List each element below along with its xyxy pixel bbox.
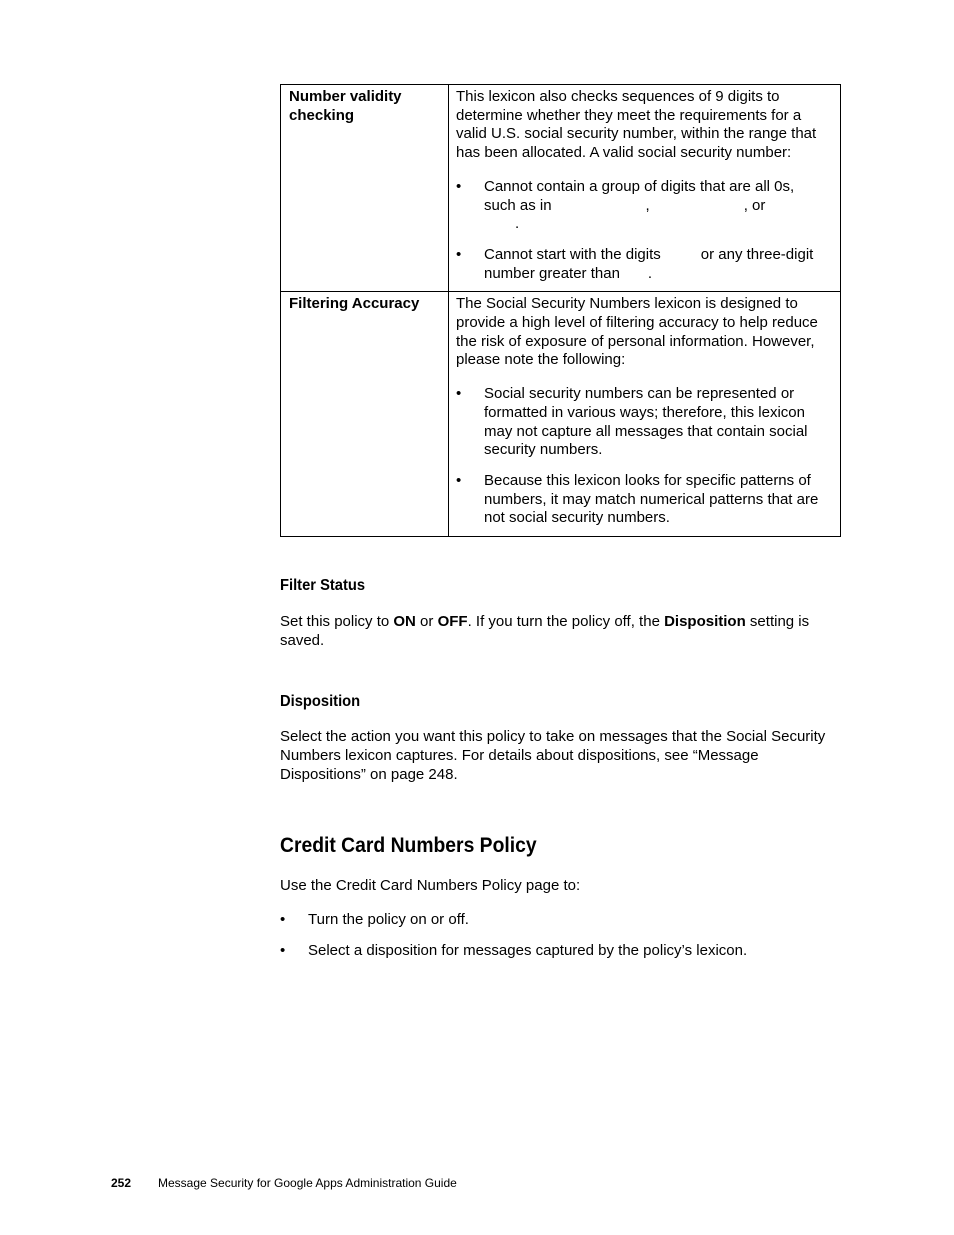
footer-title: Message Security for Google Apps Administration Guide	[158, 1176, 457, 1190]
off-keyword: OFF	[437, 613, 468, 630]
bullet-text: Cannot contain a group of digits that are all 0s,	[484, 177, 795, 195]
filter-status-text	[280, 612, 842, 650]
row-description	[449, 85, 841, 292]
table-row	[281, 292, 841, 537]
row-description	[449, 292, 841, 537]
bullet-text: number greater than	[484, 264, 620, 282]
paragraph: Select the action you want this policy to take on messages that the Social Security Numbers lexicon captures. For details about dispositions, see “Message Dispositions” on page 248.	[280, 728, 826, 783]
list-item	[456, 246, 830, 283]
paragraph: Use the Credit Card Numbers Policy page to:	[280, 877, 581, 894]
disposition-heading: Disposition	[280, 693, 361, 710]
bullet-text: such as in	[484, 196, 552, 214]
table-row	[281, 85, 841, 292]
bullet-list	[456, 385, 830, 528]
row-label	[281, 85, 449, 292]
text-run: Set this policy to	[280, 613, 394, 630]
credit-card-intro	[280, 876, 842, 895]
disposition-text	[280, 727, 842, 784]
list-item: • Select a disposition for messages captured by the policy’s lexicon.	[280, 941, 842, 960]
row-label: Filtering Accuracy	[281, 292, 449, 537]
page-number: 252	[111, 1176, 132, 1190]
list-item: • Social security numbers can be represented or formatted in various ways; therefore, this lexicon may not capture all messages that contain social security numbers.	[456, 385, 830, 460]
row-label-line: checking	[289, 106, 355, 124]
bullet-list	[280, 910, 842, 960]
text-run: setting is saved.	[280, 613, 810, 649]
list-item: • Because this lexicon looks for specific patterns of numbers, it may match numerical patterns that are not social security numbers.	[456, 472, 830, 528]
filter-status-heading: Filter Status	[280, 577, 366, 594]
bullet-text: , or	[743, 196, 766, 214]
row-label-line: Number validity	[289, 88, 402, 105]
bullet-text: or any three-digit	[700, 245, 814, 263]
bullet-text: ,	[645, 196, 650, 214]
section-heading: Credit Card Numbers Policy	[280, 834, 537, 857]
row-intro: This lexicon also checks sequences of 9 digits to determine whether they meet the requirements for a valid U.S. social security number, within the range that has been allocated. A valid social security number:	[456, 88, 817, 162]
on-keyword: ON	[393, 613, 416, 630]
bullet-text: Cannot start with the digits	[484, 245, 661, 263]
text-run: or	[415, 613, 438, 630]
list-item: • Turn the policy on or off.	[280, 910, 842, 929]
list-item	[456, 178, 830, 234]
page-footer	[111, 1174, 457, 1193]
bullet-list	[456, 178, 830, 284]
disposition-keyword: Disposition	[664, 613, 746, 630]
lexicon-details-table	[280, 84, 841, 537]
row-intro: The Social Security Numbers lexicon is designed to provide a high level of filtering accuracy to help reduce the risk of exposure of personal information. However, please note the following:	[456, 295, 818, 369]
bullet-text: .	[515, 215, 520, 233]
text-run: . If you turn the policy off, the	[467, 613, 665, 630]
credit-card-list	[280, 910, 842, 960]
bullet-text: .	[647, 264, 653, 282]
